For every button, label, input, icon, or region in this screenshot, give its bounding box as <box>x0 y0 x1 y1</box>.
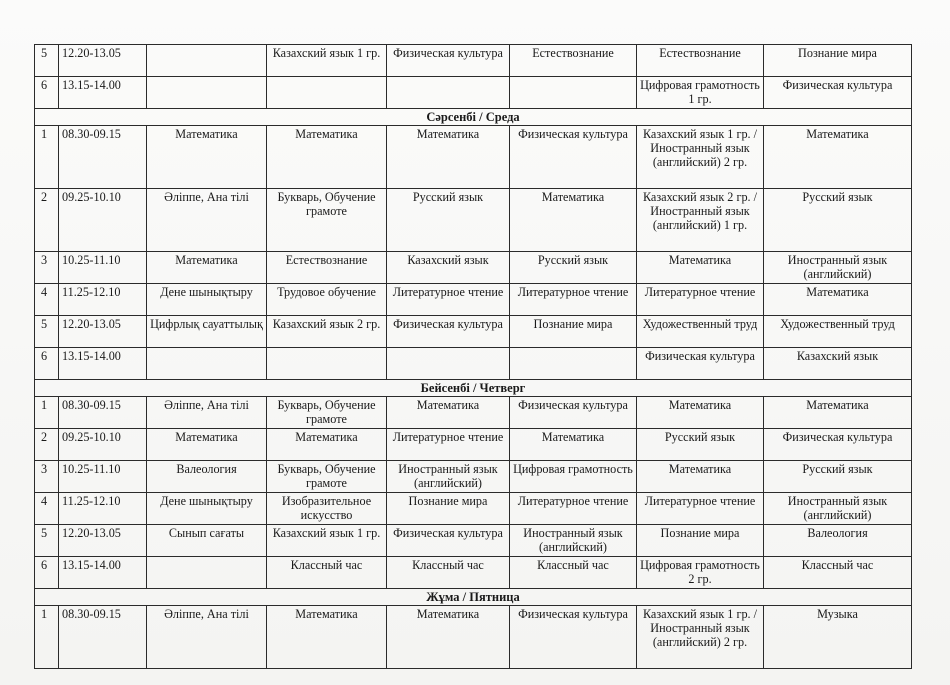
subject-cell: Художественный труд <box>637 316 764 348</box>
subject-cell: Казахский язык 1 гр. / Иностранный язык (английский) 2 гр. <box>637 606 764 669</box>
subject-cell: Иностранный язык (английский) <box>764 493 912 525</box>
lesson-row <box>35 348 912 380</box>
lesson-number: 6 <box>35 77 59 109</box>
schedule-body <box>35 45 912 669</box>
lesson-number: 6 <box>35 348 59 380</box>
lesson-number: 5 <box>35 316 59 348</box>
subject-cell: Естествознание <box>510 45 637 77</box>
lesson-time: 11.25-12.10 <box>59 284 147 316</box>
subject-cell: Математика <box>267 606 387 669</box>
subject-cell: Литературное чтение <box>637 493 764 525</box>
subject-cell: Литературное чтение <box>387 284 510 316</box>
subject-cell: Математика <box>387 126 510 189</box>
subject-cell: Математика <box>147 252 267 284</box>
subject-cell: Казахский язык 1 гр. <box>267 525 387 557</box>
lesson-row <box>35 525 912 557</box>
lesson-row <box>35 397 912 429</box>
lesson-time: 09.25-10.10 <box>59 429 147 461</box>
subject-cell <box>267 348 387 380</box>
lesson-time: 12.20-13.05 <box>59 316 147 348</box>
lesson-time: 13.15-14.00 <box>59 557 147 589</box>
day-header-label: Бейсенбі / Четверг <box>35 380 912 397</box>
subject-cell: Казахский язык <box>764 348 912 380</box>
lesson-row <box>35 316 912 348</box>
subject-cell <box>147 348 267 380</box>
subject-cell <box>147 45 267 77</box>
lesson-row <box>35 126 912 189</box>
lesson-number: 5 <box>35 525 59 557</box>
lesson-time: 08.30-09.15 <box>59 606 147 669</box>
subject-cell: Физическая культура <box>510 606 637 669</box>
day-header-row <box>35 380 912 397</box>
subject-cell: Математика <box>764 284 912 316</box>
subject-cell: Валеология <box>147 461 267 493</box>
subject-cell: Казахский язык 1 гр. / Иностранный язык (английский) 2 гр. <box>637 126 764 189</box>
subject-cell <box>387 77 510 109</box>
subject-cell: Математика <box>387 606 510 669</box>
subject-cell: Валеология <box>764 525 912 557</box>
subject-cell: Физическая культура <box>387 525 510 557</box>
subject-cell: Художественный труд <box>764 316 912 348</box>
lesson-time: 08.30-09.15 <box>59 397 147 429</box>
subject-cell: Әліппе, Ана тілі <box>147 606 267 669</box>
subject-cell: Иностранный язык (английский) <box>387 461 510 493</box>
subject-cell: Естествознание <box>637 45 764 77</box>
lesson-row <box>35 77 912 109</box>
lesson-number: 1 <box>35 397 59 429</box>
lesson-time: 13.15-14.00 <box>59 348 147 380</box>
subject-cell: Физическая культура <box>637 348 764 380</box>
subject-cell: Цифровая грамотность 2 гр. <box>637 557 764 589</box>
subject-cell: Математика <box>267 429 387 461</box>
subject-cell <box>510 348 637 380</box>
subject-cell: Иностранный язык (английский) <box>510 525 637 557</box>
lesson-number: 4 <box>35 284 59 316</box>
subject-cell: Казахский язык 1 гр. <box>267 45 387 77</box>
subject-cell: Математика <box>637 397 764 429</box>
lesson-number: 3 <box>35 461 59 493</box>
subject-cell: Физическая культура <box>510 126 637 189</box>
subject-cell: Математика <box>147 429 267 461</box>
lesson-number: 1 <box>35 606 59 669</box>
subject-cell: Классный час <box>387 557 510 589</box>
subject-cell: Познание мира <box>764 45 912 77</box>
subject-cell: Русский язык <box>764 189 912 252</box>
day-header-row <box>35 589 912 606</box>
subject-cell: Физическая культура <box>387 316 510 348</box>
subject-cell: Математика <box>387 397 510 429</box>
subject-cell: Казахский язык 2 гр. <box>267 316 387 348</box>
subject-cell: Познание мира <box>387 493 510 525</box>
subject-cell: Русский язык <box>764 461 912 493</box>
lesson-row <box>35 189 912 252</box>
lesson-time: 12.20-13.05 <box>59 45 147 77</box>
lesson-row <box>35 461 912 493</box>
subject-cell: Литературное чтение <box>510 493 637 525</box>
subject-cell: Букварь, Обучение грамоте <box>267 397 387 429</box>
subject-cell: Дене шынықтыру <box>147 284 267 316</box>
subject-cell: Букварь, Обучение грамоте <box>267 461 387 493</box>
subject-cell: Литературное чтение <box>510 284 637 316</box>
subject-cell: Физическая культура <box>510 397 637 429</box>
lesson-row <box>35 493 912 525</box>
subject-cell: Познание мира <box>637 525 764 557</box>
subject-cell: Классный час <box>764 557 912 589</box>
day-header-row <box>35 109 912 126</box>
subject-cell: Русский язык <box>387 189 510 252</box>
lesson-row <box>35 45 912 77</box>
lesson-number: 4 <box>35 493 59 525</box>
day-header-label: Жұма / Пятница <box>35 589 912 606</box>
subject-cell: Трудовое обучение <box>267 284 387 316</box>
subject-cell: Классный час <box>510 557 637 589</box>
subject-cell <box>267 77 387 109</box>
subject-cell: Дене шынықтыру <box>147 493 267 525</box>
subject-cell: Математика <box>764 397 912 429</box>
subject-cell: Изобразительное искусство <box>267 493 387 525</box>
subject-cell: Музыка <box>764 606 912 669</box>
subject-cell: Математика <box>764 126 912 189</box>
subject-cell: Классный час <box>267 557 387 589</box>
subject-cell: Физическая культура <box>387 45 510 77</box>
lesson-row <box>35 252 912 284</box>
lesson-row <box>35 606 912 669</box>
subject-cell: Цифрлық сауаттылық <box>147 316 267 348</box>
subject-cell: Русский язык <box>510 252 637 284</box>
subject-cell: Казахский язык 2 гр. / Иностранный язык (английский) 1 гр. <box>637 189 764 252</box>
lesson-number: 2 <box>35 429 59 461</box>
lesson-time: 12.20-13.05 <box>59 525 147 557</box>
subject-cell <box>147 77 267 109</box>
lesson-row <box>35 284 912 316</box>
subject-cell: Математика <box>267 126 387 189</box>
schedule-table <box>34 44 912 669</box>
subject-cell: Казахский язык <box>387 252 510 284</box>
lesson-time: 11.25-12.10 <box>59 493 147 525</box>
lesson-number: 2 <box>35 189 59 252</box>
lesson-row <box>35 557 912 589</box>
subject-cell: Естествознание <box>267 252 387 284</box>
lesson-time: 13.15-14.00 <box>59 77 147 109</box>
lesson-number: 6 <box>35 557 59 589</box>
subject-cell: Литературное чтение <box>637 284 764 316</box>
subject-cell: Иностранный язык (английский) <box>764 252 912 284</box>
subject-cell: Физическая культура <box>764 429 912 461</box>
lesson-number: 1 <box>35 126 59 189</box>
subject-cell: Букварь, Обучение грамоте <box>267 189 387 252</box>
lesson-number: 3 <box>35 252 59 284</box>
lesson-time: 08.30-09.15 <box>59 126 147 189</box>
subject-cell <box>510 77 637 109</box>
lesson-time: 10.25-11.10 <box>59 252 147 284</box>
lesson-time: 09.25-10.10 <box>59 189 147 252</box>
subject-cell: Әліппе, Ана тілі <box>147 397 267 429</box>
subject-cell: Математика <box>637 461 764 493</box>
day-header-label: Сәрсенбі / Среда <box>35 109 912 126</box>
lesson-number: 5 <box>35 45 59 77</box>
subject-cell <box>147 557 267 589</box>
subject-cell: Литературное чтение <box>387 429 510 461</box>
lesson-row <box>35 429 912 461</box>
subject-cell: Математика <box>147 126 267 189</box>
lesson-time: 10.25-11.10 <box>59 461 147 493</box>
subject-cell: Сынып сағаты <box>147 525 267 557</box>
subject-cell: Цифровая грамотность 1 гр. <box>637 77 764 109</box>
subject-cell: Физическая культура <box>764 77 912 109</box>
subject-cell: Әліппе, Ана тілі <box>147 189 267 252</box>
subject-cell: Цифровая грамотность <box>510 461 637 493</box>
subject-cell: Математика <box>637 252 764 284</box>
subject-cell: Математика <box>510 189 637 252</box>
subject-cell: Математика <box>510 429 637 461</box>
subject-cell <box>387 348 510 380</box>
subject-cell: Познание мира <box>510 316 637 348</box>
subject-cell: Русский язык <box>637 429 764 461</box>
